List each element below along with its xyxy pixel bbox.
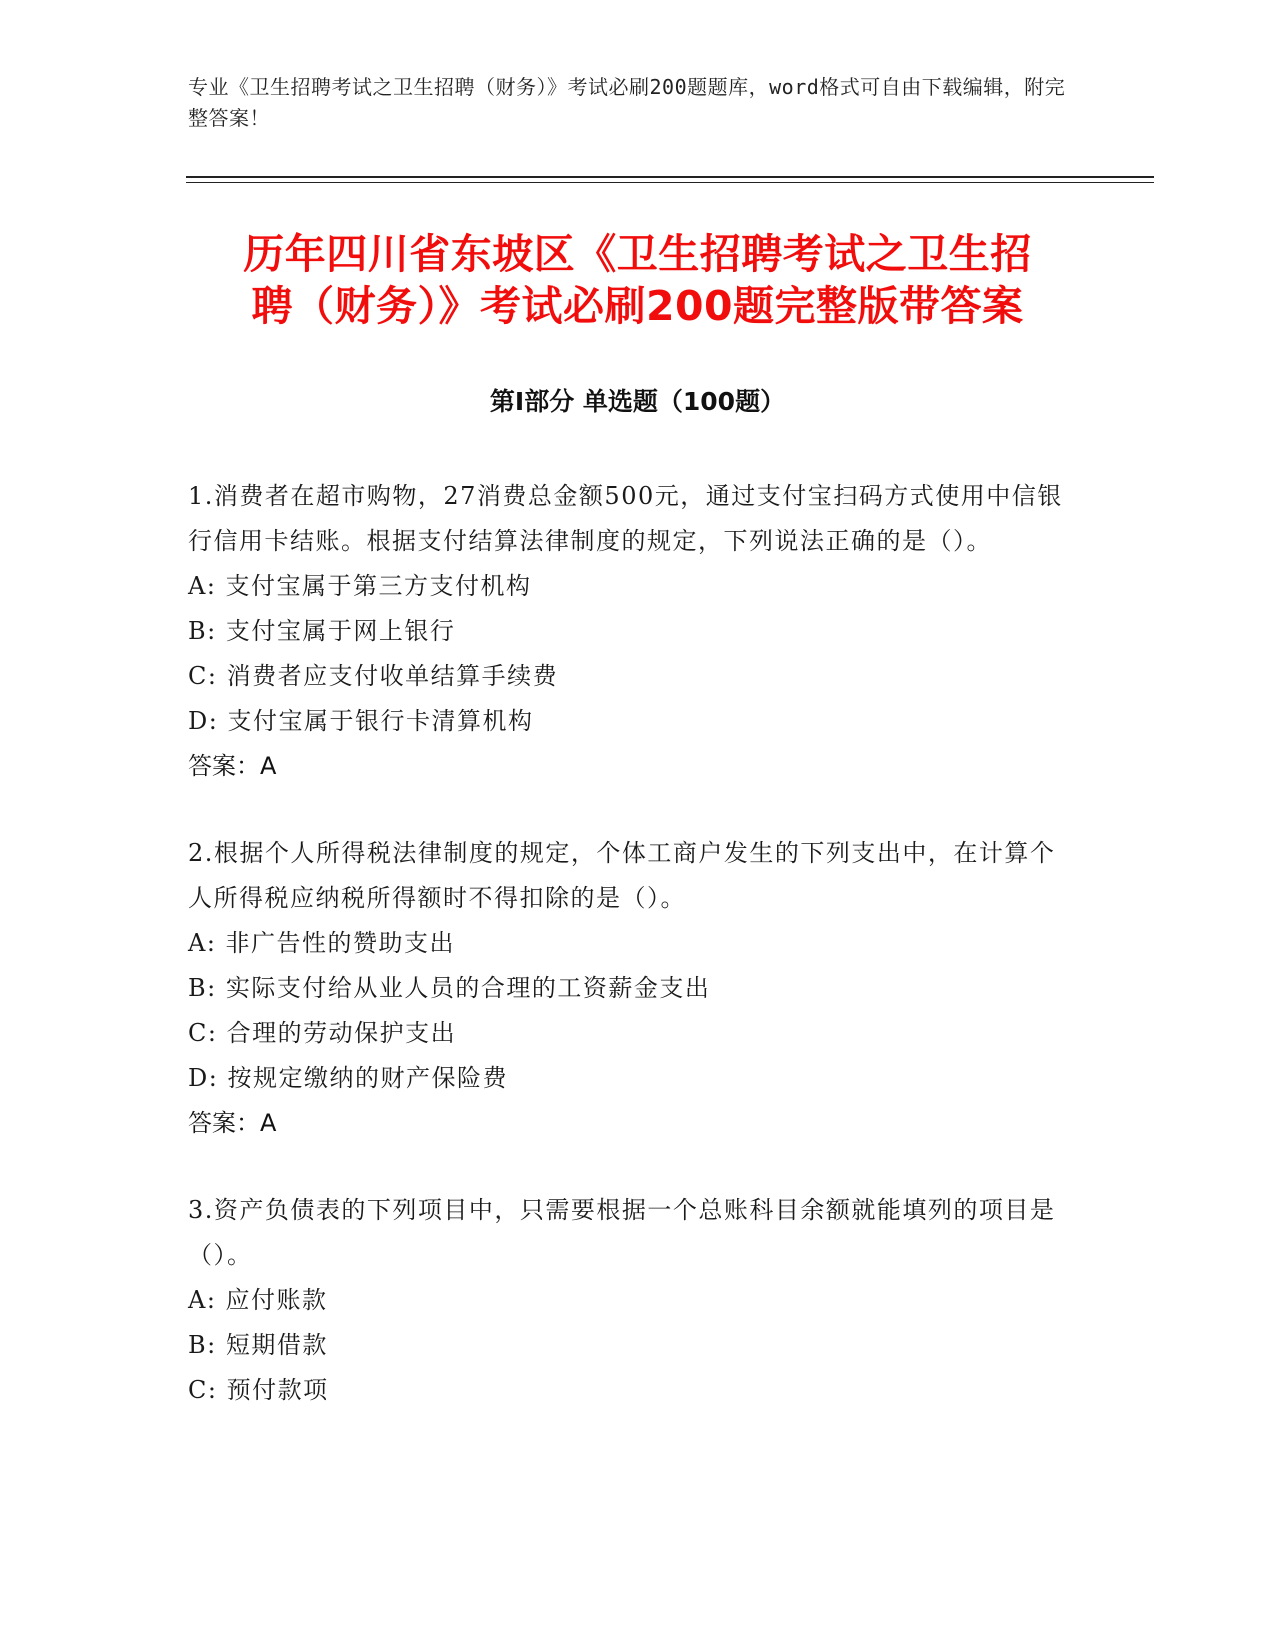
question-option-d: D: 支付宝属于银行卡清算机构	[188, 707, 534, 735]
question-1	[188, 474, 1068, 789]
question-option-a: A: 非广告性的赞助支出	[188, 929, 456, 957]
question-answer: 答案：A	[188, 752, 277, 780]
question-option-b: B: 短期借款	[188, 1331, 328, 1359]
question-list	[188, 474, 1068, 1455]
question-stem: 3.资产负债表的下列项目中，只需要根据一个总账科目余额就能填列的项目是（）。	[188, 1196, 1056, 1269]
question-stem: 2.根据个人所得税法律制度的规定，个体工商户发生的下列支出中，在计算个人所得税应纳税所得额时不得扣除的是（）。	[188, 839, 1056, 912]
header-divider-thick	[186, 176, 1154, 178]
question-option-a: A: 应付账款	[188, 1286, 328, 1314]
question-stem: 1.消费者在超市购物，27消费总金额500元，通过支付宝扫码方式使用中信银行信用卡结账。根据支付结算法律制度的规定，下列说法正确的是（）。	[188, 482, 1063, 555]
document-title	[140, 228, 1135, 332]
question-option-c: C: 消费者应支付收单结算手续费	[188, 662, 559, 690]
question-option-a: A: 支付宝属于第三方支付机构	[188, 572, 532, 600]
question-option-b: B: 支付宝属于网上银行	[188, 617, 456, 645]
document-title-line-2: 聘（财务）》考试必刷200题完整版带答案	[251, 282, 1024, 330]
question-option-b: B: 实际支付给从业人员的合理的工资薪金支出	[188, 974, 711, 1002]
question-option-c: C: 合理的劳动保护支出	[188, 1019, 457, 1047]
question-option-d: D: 按规定缴纳的财产保险费	[188, 1064, 508, 1092]
section-title: 第I部分 单选题（100题）	[489, 387, 786, 416]
question-2	[188, 831, 1068, 1146]
header-divider-thin	[186, 182, 1154, 183]
question-answer: 答案：A	[188, 1109, 277, 1137]
document-title-line-1: 历年四川省东坡区《卫生招聘考试之卫生招	[243, 230, 1032, 278]
header-note: 专业《卫生招聘考试之卫生招聘（财务）》考试必刷200题题库，word格式可自由下载编辑，附完整答案！	[188, 75, 1066, 130]
question-option-c: C: 预付款项	[188, 1376, 329, 1404]
question-3	[188, 1188, 1068, 1413]
